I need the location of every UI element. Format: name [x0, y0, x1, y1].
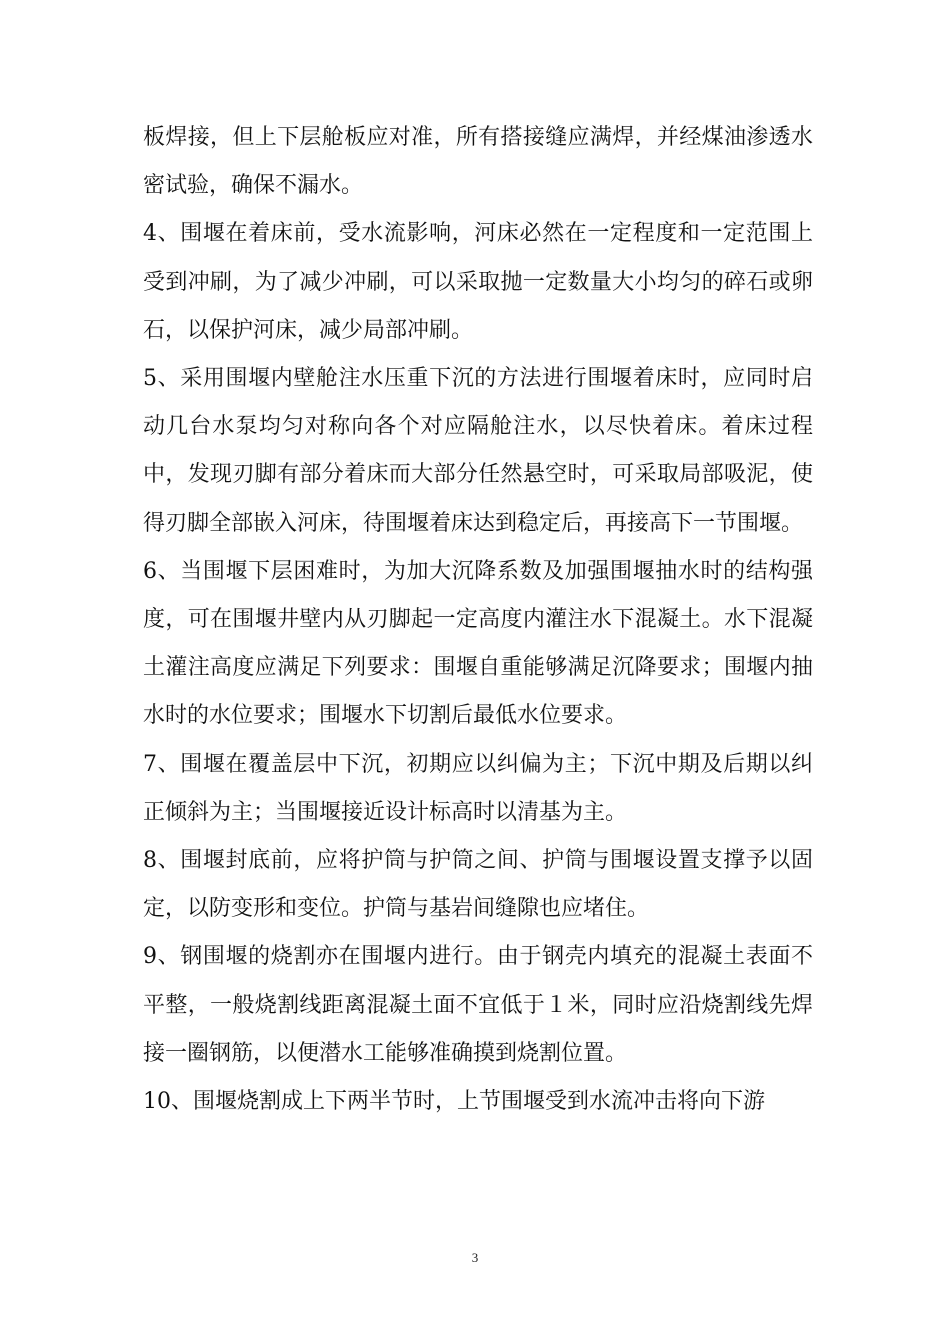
body-text: [143, 114, 813, 1126]
paragraph-item-8: 8、围堰封底前，应将护筒与护筒之间、护筒与围堰设置支撑予以固定，以防变形和变位。护筒与基岩间缝隙也应堵住。: [143, 848, 813, 922]
page-number: 3: [471, 1250, 479, 1265]
paragraph-item-6: 6、当围堰下层困难时，为加大沉降系数及加强围堰抽水时的结构强度，可在围堰井壁内从刃脚起一定高度内灌注水下混凝土。水下混凝土灌注高度应满足下列要求：围堰自重能够满足沉降要求；围堰内抽水时的水位要求；围堰水下切割后最低水位要求。: [143, 558, 813, 729]
paragraph-item-9: 9、钢围堰的烧割亦在围堰内进行。由于钢壳内填充的混凝土表面不平整，一般烧割线距离混凝土面不宜低于１米，同时应沿烧割线先焊接一圈钢筋，以便潜水工能够准确摸到烧割位置。: [143, 944, 813, 1066]
paragraph-continuation: 板焊接，但上下层舱板应对准，所有搭接缝应满焊，并经煤油渗透水密试验，确保不漏水。: [143, 125, 813, 199]
paragraph-item-5: 5、采用围堰内壁舱注水压重下沉的方法进行围堰着床时，应同时启动几台水泵均匀对称向各个对应隔舱注水，以尽快着床。着床过程中，发现刃脚有部分着床而大部分任然悬空时，可采取局部吸泥，使得刃脚全部嵌入河床，待围堰着床达到稳定后，再接高下一节围堰。: [143, 366, 813, 536]
paragraph-item-10: 10、围堰烧割成上下两半节时，上节围堰受到水流冲击将向下游: [143, 1089, 765, 1115]
paragraph-item-7: 7、围堰在覆盖层中下沉，初期应以纠偏为主；下沉中期及后期以纠正倾斜为主；当围堰接近设计标高时以清基为主。: [143, 751, 813, 825]
paragraph-item-4: 4、围堰在着床前，受水流影响，河床必然在一定程度和一定范围上受到冲刷，为了减少冲刷，可以采取抛一定数量大小均匀的碎石或卵石，以保护河床，减少局部冲刷。: [143, 221, 813, 343]
